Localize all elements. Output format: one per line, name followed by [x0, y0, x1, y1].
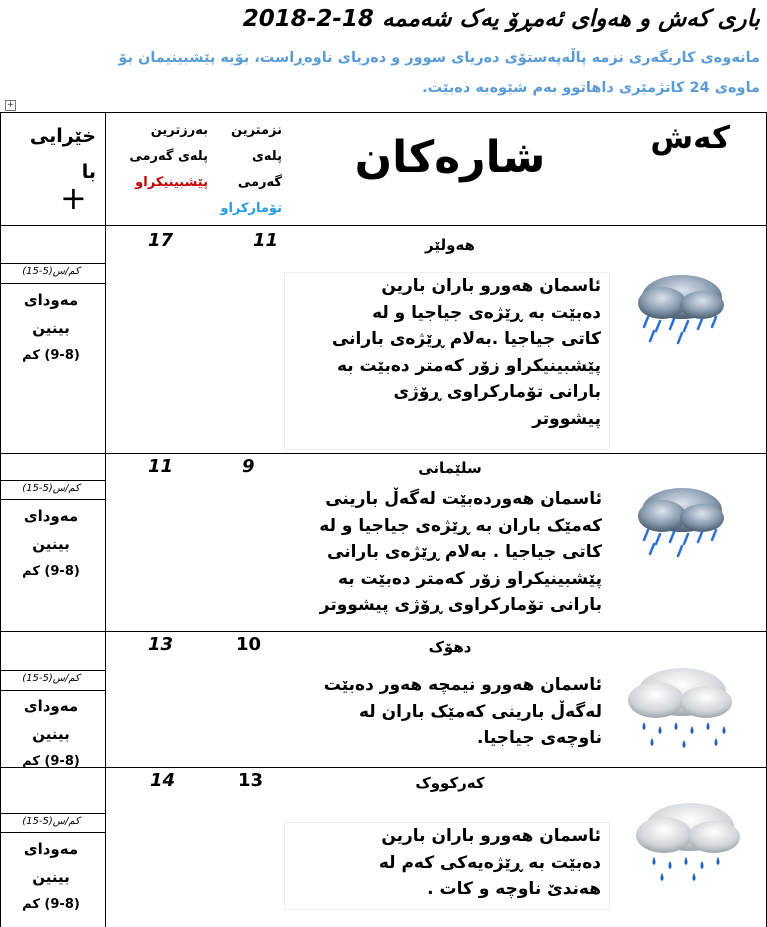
desc-line: پیشووتر: [532, 408, 601, 429]
wind-sep-1b: [0, 283, 105, 284]
visibility-range: (9-8) کم: [22, 348, 80, 363]
wind-sep-3b: [0, 690, 105, 691]
header-wind-line1: خێرایی: [29, 125, 96, 147]
max-temp: 14: [150, 770, 176, 791]
max-temp: 13: [148, 634, 174, 655]
visibility-range: (9-8) کم: [22, 754, 80, 769]
table-divider-wind: [105, 112, 106, 927]
header-max-temp-line2: پلەی گەرمی: [129, 149, 208, 164]
desc-line: کاتی جیاجیا .بەلام ڕێژەی بارانی: [331, 329, 601, 349]
visibility-label-1: مەودای: [23, 291, 79, 309]
weather-description: [284, 672, 610, 762]
visibility-label-2: بینین: [32, 868, 70, 886]
visibility-range: (9-8) کم: [22, 897, 80, 912]
row-divider-1: [0, 225, 767, 226]
header-wind-line2: با: [81, 161, 96, 183]
visibility-label-1: مەودای: [23, 507, 79, 525]
light-rain-cloud-icon: [620, 660, 740, 752]
wind-sep-2a: [0, 480, 105, 481]
row-divider-3: [0, 631, 767, 632]
min-temp: 10: [236, 634, 262, 655]
row-divider-2: [0, 453, 767, 454]
desc-line: ئاسمان هەوردەبێت لەگەڵ بارینی: [325, 489, 602, 509]
header-min-temp: [212, 118, 282, 222]
desc-line: کەمێک باران بە ڕێژەی جیاجیا و لە: [319, 515, 602, 536]
min-temp: 13: [238, 770, 264, 791]
header-min-temp-line1: نزمترین: [231, 123, 282, 138]
city-name: دهۆک: [428, 638, 472, 656]
city-name: هەولێر: [425, 236, 475, 254]
visibility-label-2: بینین: [32, 319, 70, 337]
desc-line: دەبێت بە ڕێژەیەکی کەم لە: [378, 852, 601, 873]
city-name: کەرکووک: [415, 774, 485, 792]
city-name: سلێمانی: [418, 459, 482, 477]
visibility: [2, 835, 100, 919]
max-temp: 17: [148, 230, 174, 251]
visibility-label-2: بینین: [32, 725, 70, 743]
header-min-temp-line4: تۆمارکراو: [220, 201, 282, 216]
header-cities: شارەکان: [354, 132, 546, 183]
min-temp: 9: [242, 456, 255, 477]
row-divider-4: [0, 767, 767, 768]
desc-line: ئاسمان هەورو باران بارین: [381, 276, 601, 296]
header-min-temp-line3: گەرمی: [237, 175, 282, 190]
visibility: [2, 286, 100, 370]
wind-sep-4b: [0, 832, 105, 833]
visibility-range: (9-8) کم: [22, 564, 80, 579]
page-title: باری کەش و هەوای ئەمڕۆ یەک شەممە 18-2-2018: [242, 6, 760, 32]
max-temp: 11: [148, 456, 174, 477]
wind-sep-2b: [0, 499, 105, 500]
visibility-label-1: مەودای: [23, 697, 79, 715]
header-max-temp-line3: پێشبینیکراو: [135, 175, 208, 190]
weather-description: [284, 486, 610, 628]
header-max-temp-line1: بەرزترین: [150, 123, 208, 138]
rain-cloud-icon: [630, 478, 730, 558]
add-icon[interactable]: +: [60, 179, 87, 217]
desc-line: بارانی تۆمارکراوی ڕۆژی: [393, 382, 601, 402]
desc-line: کاتی جیاجیا . بەلام ڕێژەی بارانی: [327, 542, 602, 562]
wind-speed-range: (15-5)کم/س: [22, 673, 80, 684]
header-max-temp: [110, 118, 208, 196]
desc-line: هەندێ ناوچە و کات .: [427, 879, 601, 899]
desc-line: ئاسمان هەورو باران بارین: [381, 826, 601, 846]
desc-line: پێشبینیکراو زۆر کەمتر دەبێت بە: [336, 355, 601, 376]
header-weather: کەش: [650, 120, 730, 156]
wind-sep-1a: [0, 263, 105, 264]
wind-sep-4a: [0, 813, 105, 814]
visibility-label-2: بینین: [32, 535, 70, 553]
header-min-temp-line2: پلەی: [252, 149, 282, 164]
weather-description: [284, 822, 610, 910]
min-temp: 11: [253, 230, 279, 251]
light-rain-cloud-icon: [630, 795, 748, 885]
weather-description: [284, 272, 610, 450]
intro-text-line-2: ماوەی 24 کاتژمێری داهاتوو بەم شێوەیە دەبێت.: [422, 80, 760, 96]
table-move-handle-icon[interactable]: +: [6, 100, 15, 110]
visibility: [2, 692, 100, 776]
wind-speed-range: (15-5)کم/س: [22, 266, 80, 277]
visibility-label-1: مەودای: [23, 840, 79, 858]
intro-text-line-1: مانەوەی کاریگەری نزمە پاڵەپەستۆی دەریای سوور و دەریای ناوەڕاست، بۆیە پێشبینیمان بۆ: [118, 50, 760, 66]
table-border-left: [0, 112, 1, 927]
desc-line: پێشبینیکراو زۆر کەمتر دەبێت بە: [337, 568, 602, 589]
wind-sep-3a: [0, 670, 105, 671]
desc-line: بارانی تۆمارکراوی ڕۆژی پیشووتر: [319, 595, 602, 615]
rain-cloud-icon: [630, 265, 730, 345]
wind-speed-range: (15-5)کم/س: [22, 816, 80, 827]
wind-speed-range: (15-5)کم/س: [22, 483, 80, 494]
desc-line: دەبێت بە ڕێژەی جیاجیا و لە: [372, 302, 601, 323]
desc-line: ناوچەی جیاجیا.: [476, 728, 602, 748]
desc-line: لەگەڵ بارینی کەمێک باران لە: [358, 701, 602, 722]
desc-line: ئاسمان هەورو نیمچە هەور دەبێت: [323, 675, 602, 695]
visibility: [2, 502, 100, 586]
table-border-top: [0, 112, 767, 113]
